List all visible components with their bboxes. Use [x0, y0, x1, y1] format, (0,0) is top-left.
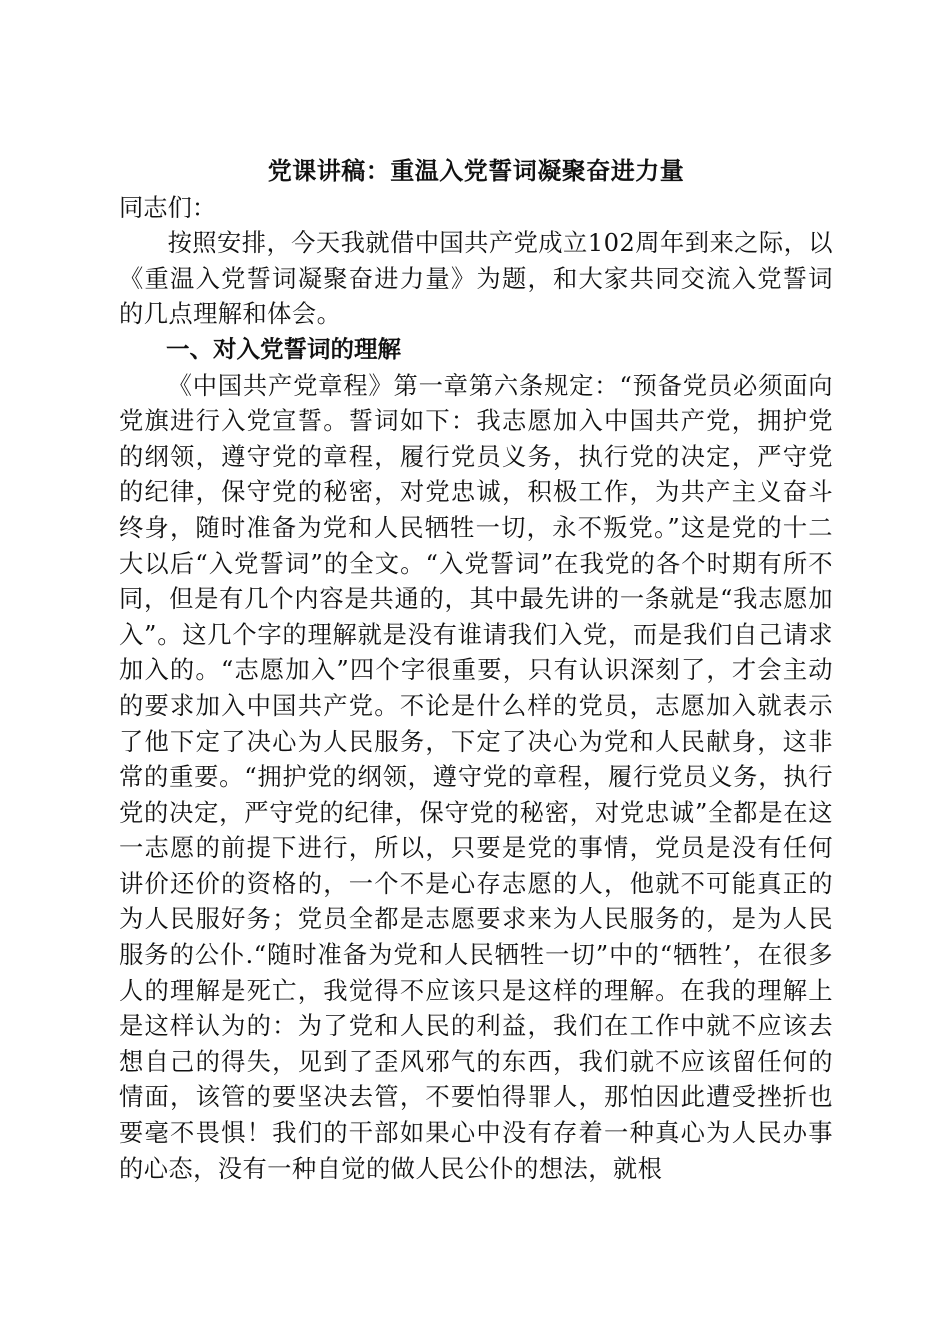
document-page [119, 154, 833, 1186]
document-title: 党课讲稿：重温入党誓词凝聚奋进力量 [267, 157, 685, 185]
intro-paragraph: 按照安排，今天我就借中国共产党成立102周年到来之际，以《重温入党誓词凝聚奋进力量》为题，和大家共同交流入党誓词的几点理解和体会。 [119, 228, 833, 329]
greeting: 同志们： [119, 192, 217, 222]
body-paragraph: 《中国共产党章程》第一章第六条规定：“预备党员必须面向党旗进行入党宣誓。誓词如下：我志愿加入中国共产党，拥护党的纲领，遵守党的章程，履行党员义务，执行党的决定，严守党的纪律，保守党的秘密，对党忠诚，积极工作，为共产主义奋斗终身，随时准备为党和人民牺牲一切，永不叛党。”这是党的十二大以后“入党誓词”的全文。“入党誓词”在我党的各个时期有所不同，但是有几个内容是共通的，其中最先讲的一条就是“我志愿加入”。这几个字的理解就是没有谁请我们入党，而是我们自己请求加入的。“志愿加入”四个字很重要，只有认识深刻了，才会主动的要求加入中国共产党。不论是什么样的党员，志愿加入就表示了他下定了决心为人民服务，下定了决心为党和人民献身，这非常的重要。“拥护党的纲领，遵守党的章程，履行党员义务，执行党的决定，严守党的纪律，保守党的秘密，对党忠诚”全都是在这一志愿的前提下进行，所以，只要是党的事情，党员是没有任何讲价还价的资格的，一个不是心存志愿的人，他就不可能真正的为人民服好务；党员全都是志愿要求来为人民服务的，是为人民服务的公仆.“随时准备为党和人民牺牲一切”中的“牺牲’，在很多人的理解是死亡，我觉得不应该只是这样的理解。在我的理解上是这样认为的：为了党和人民的利益，我们在工作中就不应该去想自己的得失，见到了歪风邪气的东西，我们就不应该留任何的情面，该管的要坚决去管，不要怕得罪人，那怕因此遭受挫折也要毫不畏惧！我们的干部如果心中没有存着一种真心为人民办事的心态，没有一种自觉的做人民公仆的想法，就根 [119, 370, 833, 1183]
section-heading: 一、对入党誓词的理解 [166, 334, 401, 363]
